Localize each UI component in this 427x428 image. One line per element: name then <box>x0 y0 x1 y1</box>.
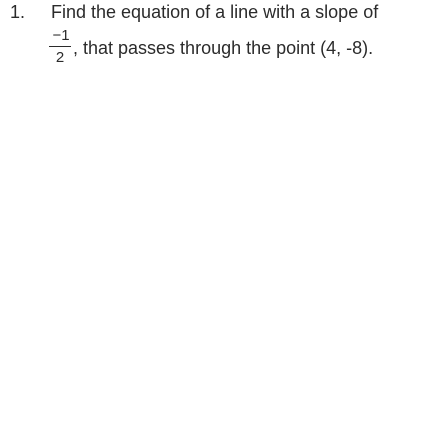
slope-fraction <box>49 28 73 74</box>
fraction-bar <box>49 46 71 47</box>
problem-text-line-2: , that passes through the point (4, -8). <box>73 38 374 58</box>
problem-number: 1. <box>10 2 26 22</box>
problem-text-line-1: Find the equation of a line with a slope of <box>51 2 379 22</box>
slope-numerator: −1 <box>52 27 70 44</box>
slope-denominator: 2 <box>55 49 65 66</box>
